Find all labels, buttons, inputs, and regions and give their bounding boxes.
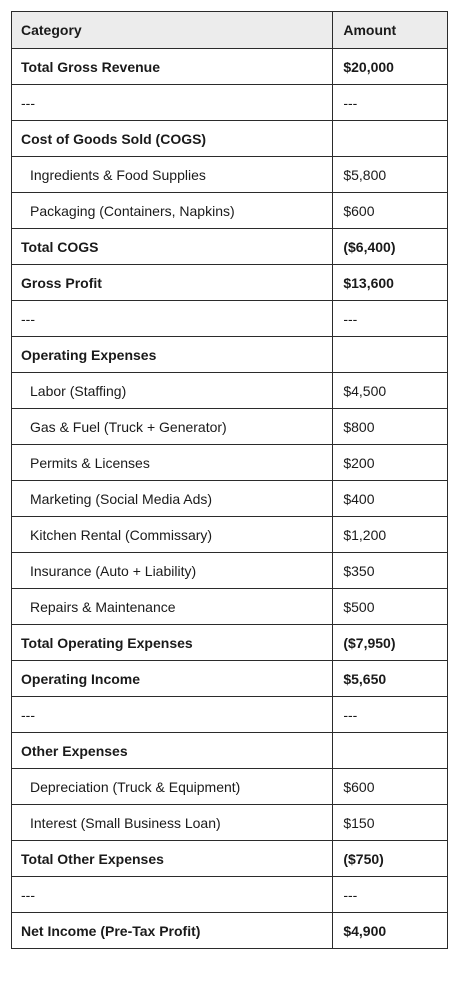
- row-amount: $500: [333, 589, 448, 625]
- row-category: Depreciation (Truck & Equipment): [12, 769, 333, 805]
- row-amount: $600: [333, 769, 448, 805]
- row-category: Total COGS: [12, 229, 333, 265]
- row-amount: $13,600: [333, 265, 448, 301]
- table-row: [12, 913, 448, 949]
- row-category: Marketing (Social Media Ads): [12, 481, 333, 517]
- row-amount: ---: [333, 85, 448, 121]
- row-category: Permits & Licenses: [12, 445, 333, 481]
- table-row: [12, 409, 448, 445]
- table-body: [12, 49, 448, 949]
- row-category: Gross Profit: [12, 265, 333, 301]
- table-container: [11, 11, 448, 949]
- table-row: [12, 193, 448, 229]
- row-amount: [333, 733, 448, 769]
- table-row: [12, 265, 448, 301]
- row-amount: $800: [333, 409, 448, 445]
- row-amount: $600: [333, 193, 448, 229]
- row-category: Repairs & Maintenance: [12, 589, 333, 625]
- table-row: [12, 157, 448, 193]
- row-category: Cost of Goods Sold (COGS): [12, 121, 333, 157]
- row-category: Packaging (Containers, Napkins): [12, 193, 333, 229]
- row-amount: [333, 337, 448, 373]
- row-category: ---: [12, 301, 333, 337]
- table-row: [12, 49, 448, 85]
- row-category: Total Operating Expenses: [12, 625, 333, 661]
- row-category: Insurance (Auto + Liability): [12, 553, 333, 589]
- table-row: [12, 661, 448, 697]
- table-row: [12, 445, 448, 481]
- header-category: Category: [12, 12, 333, 49]
- row-category: Total Gross Revenue: [12, 49, 333, 85]
- table-row: [12, 373, 448, 409]
- row-amount: ($6,400): [333, 229, 448, 265]
- table-row: [12, 625, 448, 661]
- row-category: Net Income (Pre-Tax Profit): [12, 913, 333, 949]
- row-category: ---: [12, 877, 333, 913]
- row-category: ---: [12, 85, 333, 121]
- table-row: [12, 121, 448, 157]
- row-category: Operating Income: [12, 661, 333, 697]
- table-row: [12, 301, 448, 337]
- row-amount: $20,000: [333, 49, 448, 85]
- table-row: [12, 229, 448, 265]
- row-category: ---: [12, 697, 333, 733]
- row-amount: ($7,950): [333, 625, 448, 661]
- income-statement-table: [11, 11, 448, 949]
- row-amount: $350: [333, 553, 448, 589]
- row-amount: $1,200: [333, 517, 448, 553]
- row-category: Gas & Fuel (Truck + Generator): [12, 409, 333, 445]
- row-amount: $4,500: [333, 373, 448, 409]
- row-amount: $4,900: [333, 913, 448, 949]
- table-row: [12, 553, 448, 589]
- row-amount: $400: [333, 481, 448, 517]
- row-category: Operating Expenses: [12, 337, 333, 373]
- row-amount: ---: [333, 697, 448, 733]
- table-row: [12, 697, 448, 733]
- table-row: [12, 769, 448, 805]
- table-row: [12, 481, 448, 517]
- header-row: [12, 12, 448, 49]
- table-row: [12, 877, 448, 913]
- row-amount: $5,650: [333, 661, 448, 697]
- table-row: [12, 733, 448, 769]
- row-amount: ---: [333, 301, 448, 337]
- table-header: [12, 12, 448, 49]
- row-amount: $200: [333, 445, 448, 481]
- row-amount: $5,800: [333, 157, 448, 193]
- row-category: Interest (Small Business Loan): [12, 805, 333, 841]
- row-category: Other Expenses: [12, 733, 333, 769]
- row-category: Ingredients & Food Supplies: [12, 157, 333, 193]
- row-amount: ($750): [333, 841, 448, 877]
- table-row: [12, 85, 448, 121]
- row-category: Total Other Expenses: [12, 841, 333, 877]
- row-amount: $150: [333, 805, 448, 841]
- table-row: [12, 805, 448, 841]
- table-row: [12, 589, 448, 625]
- row-category: Labor (Staffing): [12, 373, 333, 409]
- row-category: Kitchen Rental (Commissary): [12, 517, 333, 553]
- row-amount: ---: [333, 877, 448, 913]
- table-row: [12, 517, 448, 553]
- header-amount: Amount: [333, 12, 448, 49]
- table-row: [12, 841, 448, 877]
- table-row: [12, 337, 448, 373]
- row-amount: [333, 121, 448, 157]
